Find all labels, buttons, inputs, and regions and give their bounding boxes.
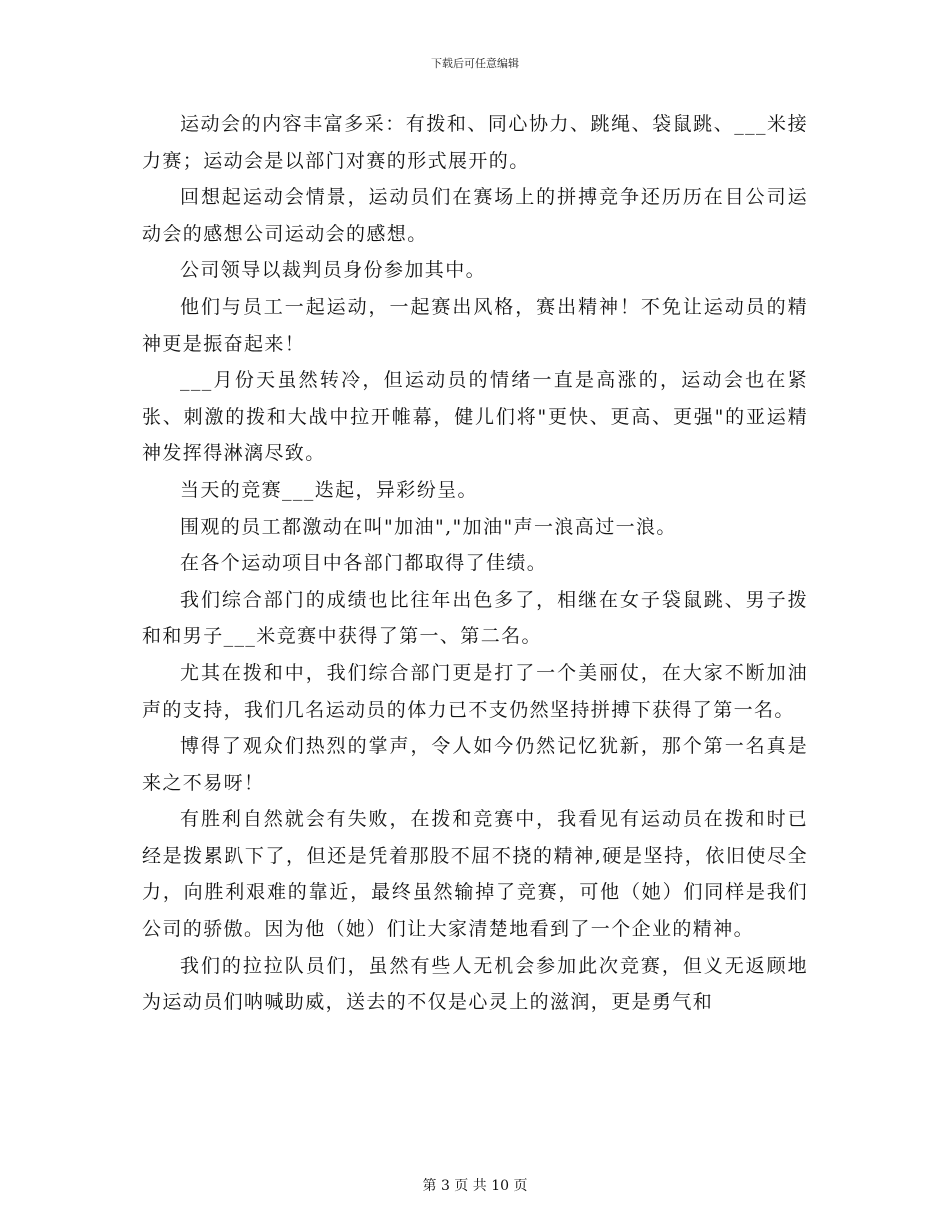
- paragraph: 有胜利自然就会有失败，在拨和竞赛中，我看见有运动员在拨和时已经是拨累趴下了，但还是凭着那股不屈不挠的精神,硬是坚持，依旧使尽全力，向胜利艰难的靠近，最终虽然输掉了竞赛，可他（她）们同样是我们公司的骄傲。因为他（她）们让大家清楚地看到了一个企业的精神。: [142, 808, 808, 941]
- paragraph: 他们与员工一起运动，一起赛出风格，赛出精神！不免让运动员的精神更是振奋起来！: [142, 295, 808, 355]
- paragraph: 运动会的内容丰富多采：有拨和、同心协力、跳绳、袋鼠跳、___米接力赛；运动会是以部门对赛的形式展开的。: [142, 113, 808, 172]
- page-number: 第 3 页 共 10 页: [422, 1178, 528, 1194]
- paragraph: 我们的拉拉队员们，虽然有些人无机会参加此次竞赛，但义无返顾地为运动员们呐喊助威，送去的不仅是心灵上的滋润，更是勇气和: [142, 954, 808, 1014]
- paragraph: 回想起运动会情景，运动员们在赛场上的拼搏竞争还历历在目公司运动会的感想公司运动会的感想。: [142, 186, 808, 245]
- paragraph: 在各个运动项目中各部门都取得了佳绩。: [180, 552, 548, 575]
- page-header-note: 下载后可任意编辑: [431, 57, 519, 70]
- paragraph: ___月份天虽然转冷，但运动员的情绪一直是高涨的，运动会也在紧张、刺激的拨和大战中拉开帷幕，健儿们将"更快、更高、更强"的亚运精神发挥得淋漓尽致。: [142, 369, 808, 465]
- paragraph: 围观的员工都激动在叫"加油","加油"声一浪高过一浪。: [180, 515, 677, 538]
- paragraph: 公司领导以裁判员身份参加其中。: [180, 259, 487, 282]
- document-body: [142, 106, 808, 1021]
- paragraph: 尤其在拨和中，我们综合部门更是打了一个美丽仗，在大家不断加油声的支持，我们几名运动员的体力已不支仍然坚持拼搏下获得了第一名。: [142, 661, 808, 721]
- paragraph: 博得了观众们热烈的掌声，令人如今仍然记忆犹新，那个第一名真是来之不易呀！: [142, 735, 808, 794]
- paragraph: 当天的竞赛___迭起，异彩纷呈。: [180, 478, 478, 501]
- paragraph: 我们综合部门的成绩也比往年出色多了，相继在女子袋鼠跳、男子拨和和男子___米竞赛中获得了第一、第二名。: [142, 588, 808, 648]
